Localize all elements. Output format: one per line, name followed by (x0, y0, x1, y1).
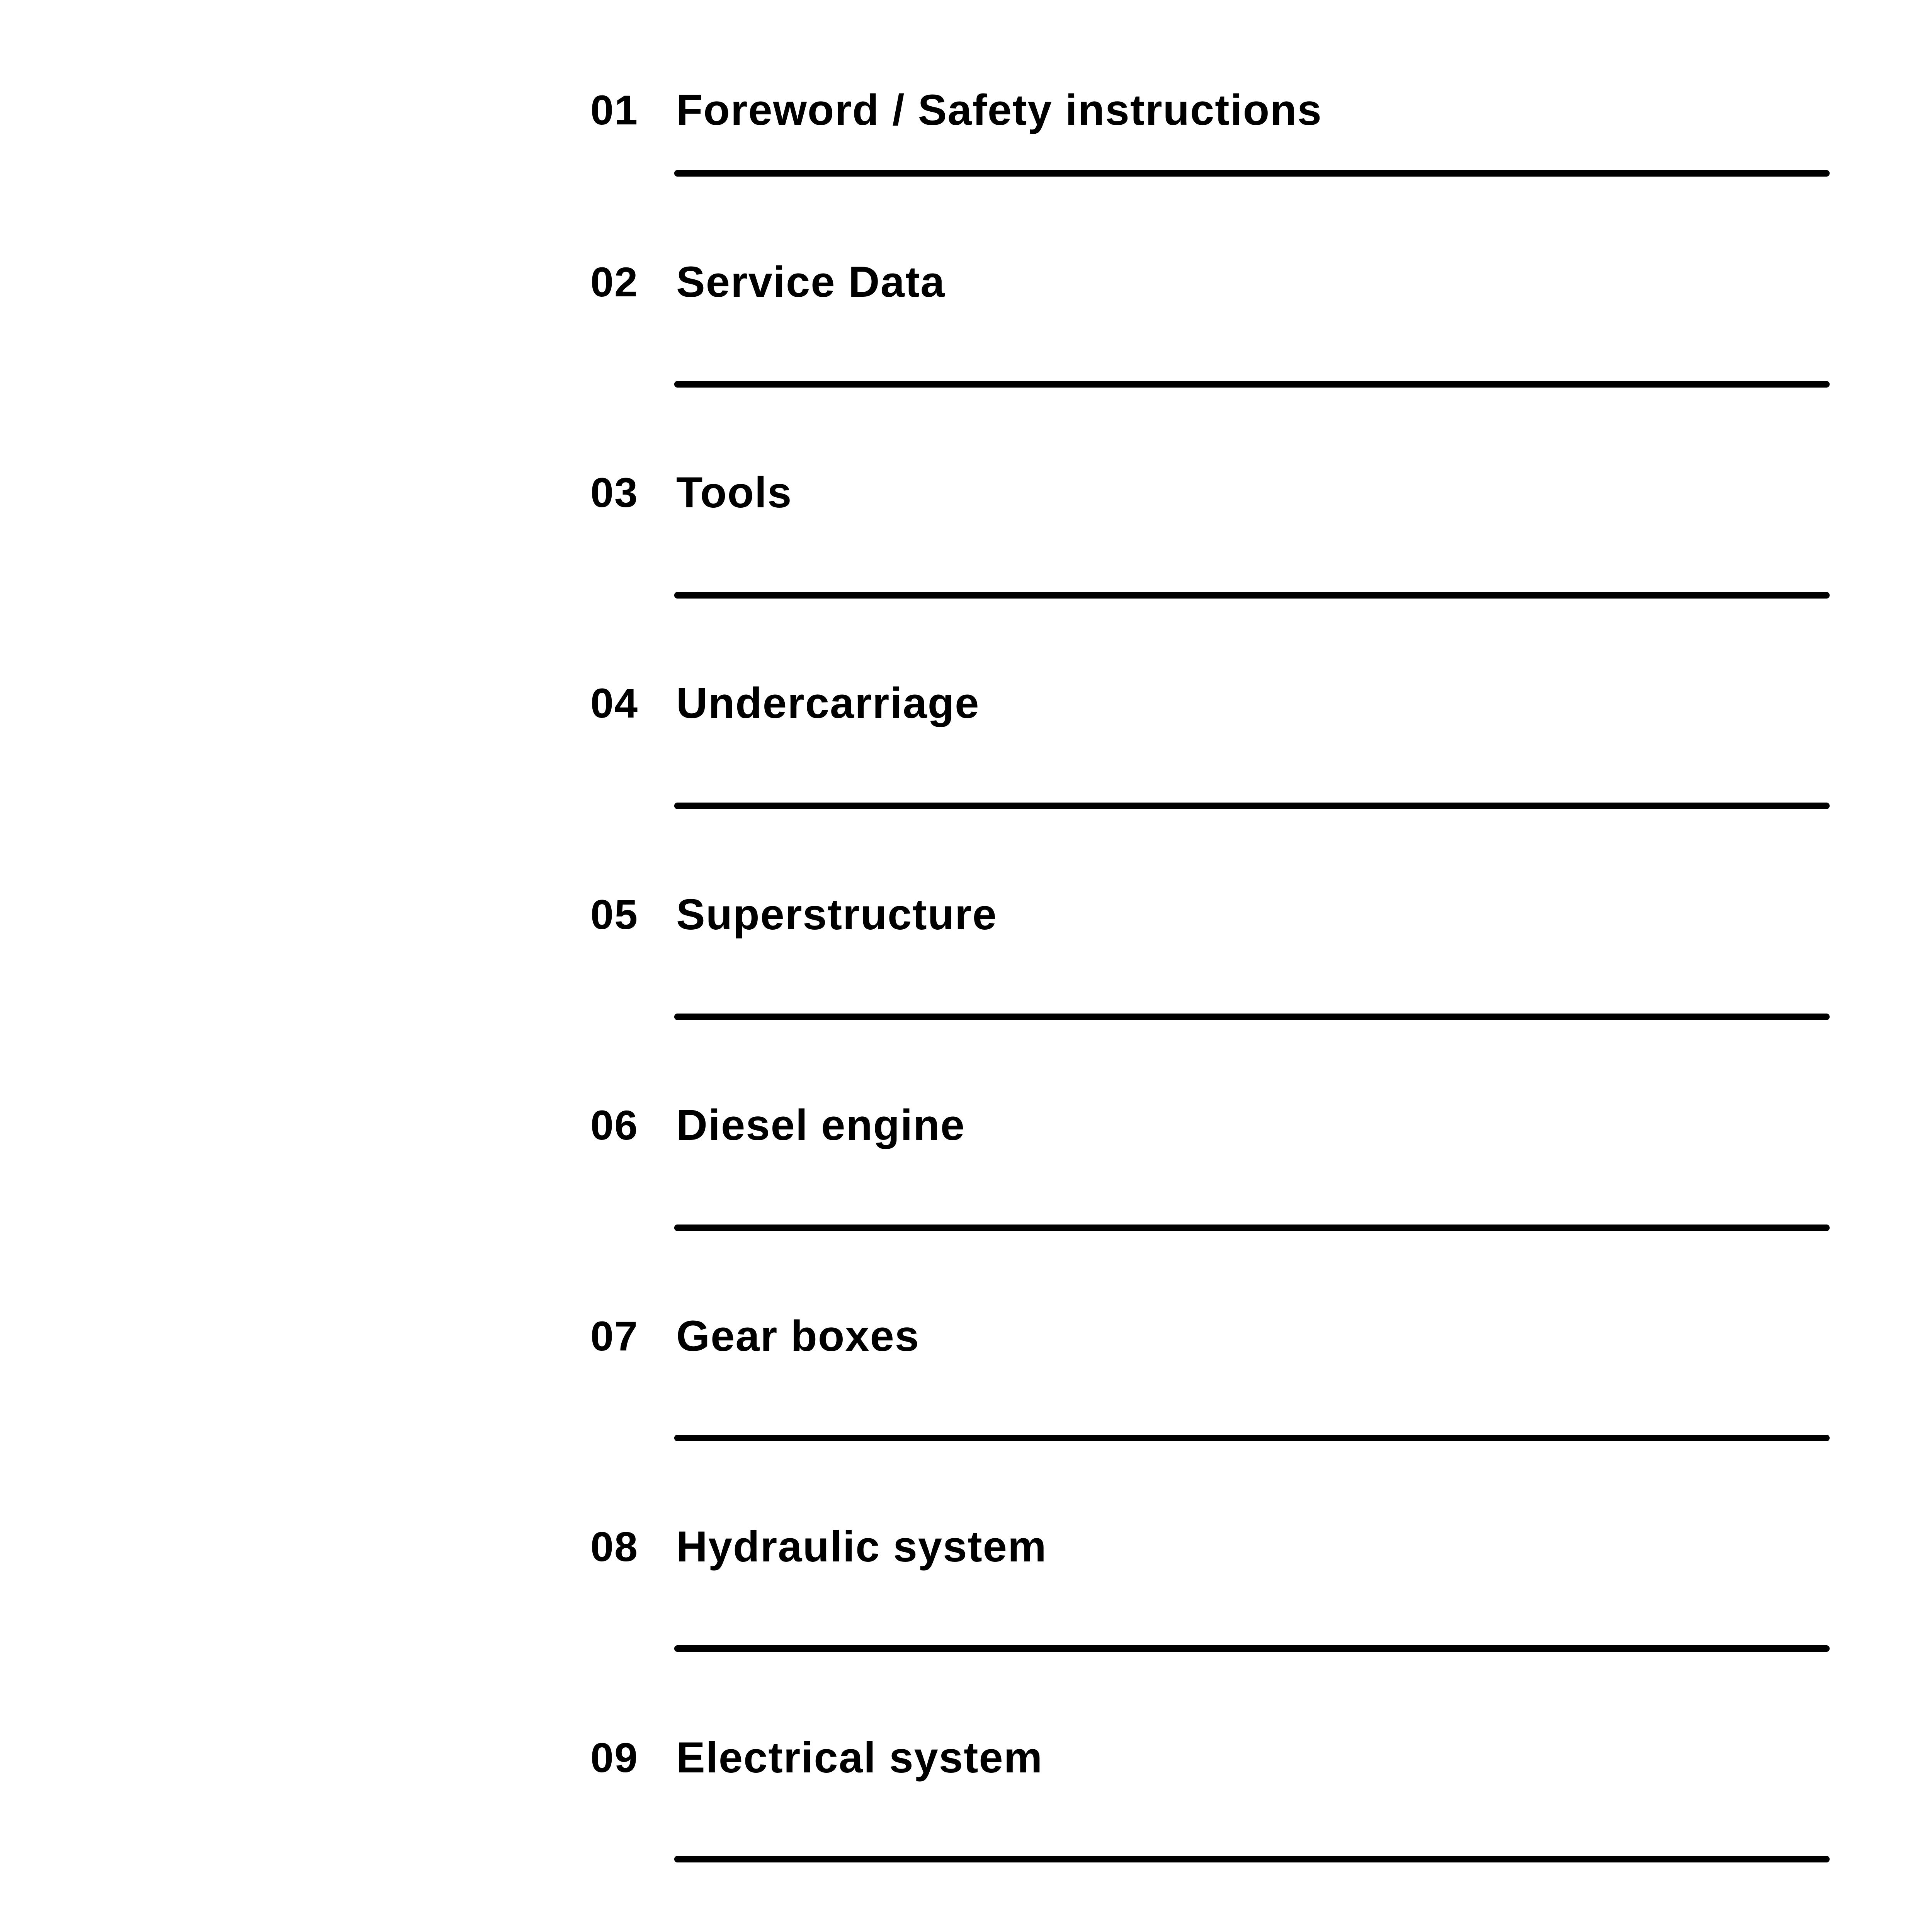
section-title-03[interactable]: Tools (676, 468, 793, 517)
section-number-05: 05 (590, 891, 639, 938)
section-title-07[interactable]: Gear boxes (676, 1312, 920, 1360)
section-number-09: 09 (590, 1734, 639, 1781)
section-number-06: 06 (590, 1102, 639, 1148)
section-divider (674, 1225, 1830, 1231)
section-title-01[interactable]: Foreword / Safety instructions (676, 86, 1322, 134)
section-divider (674, 1014, 1830, 1020)
section-title-02[interactable]: Service Data (676, 258, 946, 306)
section-divider (674, 592, 1830, 599)
section-divider (674, 803, 1830, 809)
section-divider (674, 1856, 1830, 1862)
section-divider (674, 381, 1830, 388)
section-divider (674, 1645, 1830, 1652)
section-title-08[interactable]: Hydraulic system (676, 1522, 1047, 1571)
section-number-08: 08 (590, 1523, 639, 1570)
section-number-03: 03 (590, 469, 639, 516)
section-number-07: 07 (590, 1313, 639, 1359)
section-title-09[interactable]: Electrical system (676, 1733, 1043, 1782)
section-number-04: 04 (590, 680, 639, 726)
section-number-01: 01 (590, 87, 639, 133)
section-number-02: 02 (590, 259, 639, 305)
section-title-05[interactable]: Superstructure (676, 890, 997, 939)
section-divider (674, 1435, 1830, 1441)
section-title-04[interactable]: Undercarriage (676, 679, 980, 727)
section-title-06[interactable]: Diesel engine (676, 1101, 966, 1149)
section-divider (674, 170, 1830, 177)
